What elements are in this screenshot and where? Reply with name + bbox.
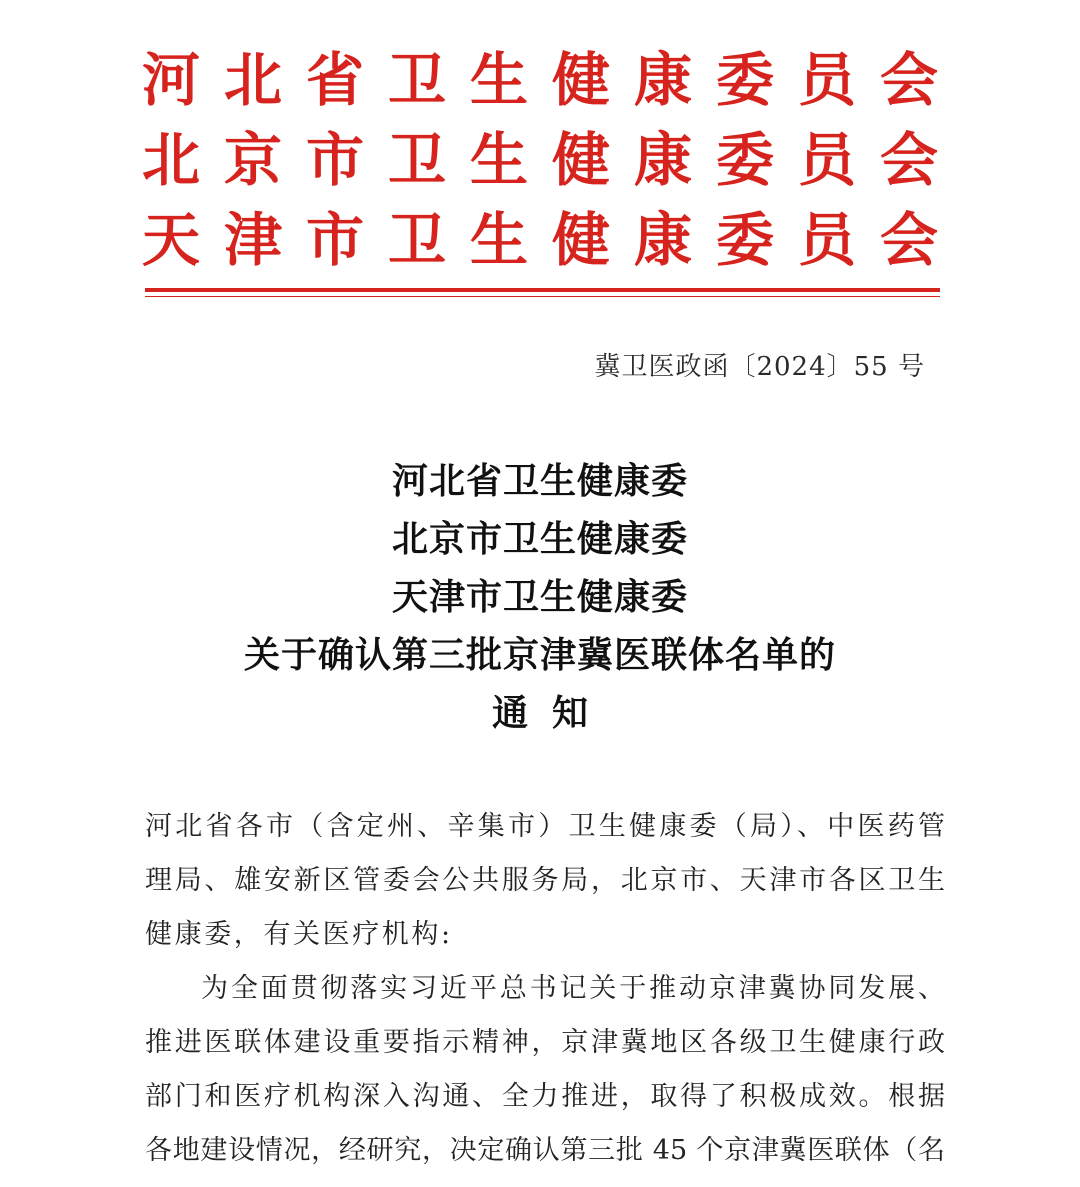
masthead-char: 员 — [797, 46, 856, 114]
body-line: 理局、雄安新区管委会公共服务局，北京市、天津市各区卫生 — [145, 865, 945, 896]
masthead-line-beijing — [140, 120, 940, 200]
masthead-char: 天 — [141, 206, 200, 274]
masthead-char: 市 — [305, 206, 364, 274]
red-masthead — [140, 40, 940, 280]
red-divider-thick — [145, 288, 940, 292]
masthead-char: 康 — [633, 126, 692, 194]
masthead-char: 京 — [223, 126, 282, 194]
document-body — [145, 800, 945, 1178]
masthead-char: 健 — [551, 126, 610, 194]
masthead-char: 委 — [715, 46, 774, 114]
masthead-char: 委 — [715, 126, 774, 194]
title-line-notice: 通知 — [491, 692, 612, 734]
body-line: 各地建设情况，经研究，决定确认第三批 45 个京津冀医联体（名 — [145, 1135, 945, 1166]
body-line: 推进医联体建设重要指示精神，京津冀地区各级卫生健康行政 — [145, 1027, 945, 1058]
masthead-char: 康 — [633, 46, 692, 114]
body-line-indented: 为全面贯彻落实习近平总书记关于推动京津冀协同发展、 — [201, 973, 945, 1004]
masthead-char: 健 — [551, 46, 610, 114]
masthead-char: 卫 — [387, 126, 446, 194]
red-divider-thin — [145, 296, 940, 297]
body-line: 健康委，有关医疗机构: — [145, 919, 453, 950]
masthead-char: 省 — [305, 46, 364, 114]
masthead-char: 员 — [797, 206, 856, 274]
masthead-char: 河 — [141, 46, 200, 114]
title-line: 北京市卫生健康委 — [391, 518, 688, 560]
masthead-char: 卫 — [387, 206, 446, 274]
body-line: 部门和医疗机构深入沟通、全力推进，取得了积极成效。根据 — [145, 1081, 945, 1112]
masthead-char: 健 — [551, 206, 610, 274]
title-line: 关于确认第三批京津冀医联体名单的 — [243, 634, 836, 676]
masthead-char: 员 — [797, 126, 856, 194]
masthead-line-hebei — [140, 40, 940, 120]
masthead-char: 委 — [715, 206, 774, 274]
masthead-char: 市 — [305, 126, 364, 194]
document-title — [0, 452, 1080, 742]
masthead-char: 北 — [141, 126, 200, 194]
masthead-line-tianjin — [140, 200, 940, 280]
masthead-char: 北 — [223, 46, 282, 114]
masthead-char: 会 — [879, 126, 938, 194]
masthead-char: 会 — [879, 46, 938, 114]
title-line: 天津市卫生健康委 — [391, 576, 688, 618]
document-number: 冀卫医政函〔2024〕55 号 — [594, 352, 925, 382]
title-line: 河北省卫生健康委 — [391, 460, 688, 502]
masthead-char: 康 — [633, 206, 692, 274]
masthead-char: 生 — [469, 206, 528, 274]
masthead-char: 生 — [469, 46, 528, 114]
masthead-char: 津 — [223, 206, 282, 274]
masthead-char: 生 — [469, 126, 528, 194]
masthead-char: 卫 — [387, 46, 446, 114]
body-line: 河北省各市（含定州、辛集市）卫生健康委（局）、中医药管 — [145, 811, 945, 842]
masthead-char: 会 — [879, 206, 938, 274]
